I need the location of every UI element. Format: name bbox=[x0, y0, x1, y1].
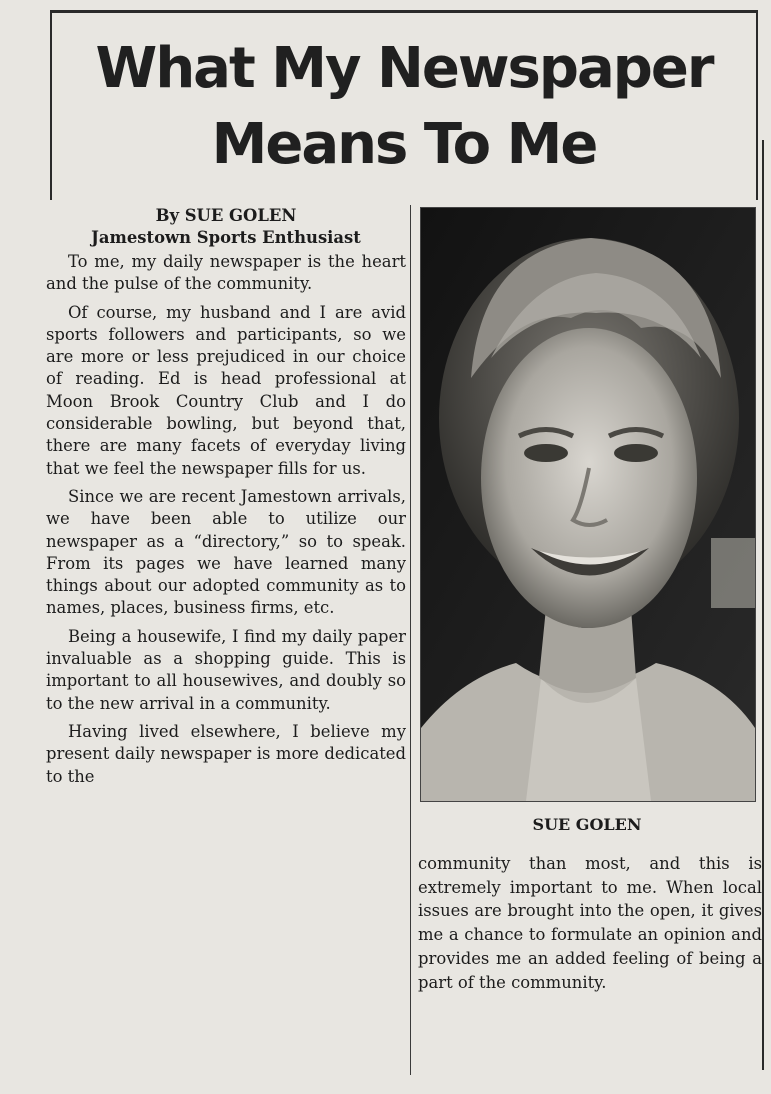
portrait-image bbox=[421, 208, 755, 801]
headline-line-2: Means To Me bbox=[211, 112, 597, 177]
headline-box bbox=[50, 10, 758, 200]
article-continuation: community than most, and this is extremely important to me. When local issues are brought into the open, it gives me a chance to formulate an opinion and provides me an added feeling of being a part of the community. bbox=[418, 854, 762, 992]
article-paragraph-4: Being a housewife, I find my daily paper invaluable as a shopping guide. This is important to all housewives, and doubly so to the new arrival in a community. bbox=[46, 626, 406, 713]
article-paragraph-1: To me, my daily newspaper is the heart and the pulse of the community. bbox=[46, 252, 406, 294]
author-portrait-photo bbox=[420, 207, 756, 802]
article-paragraph-2: Of course, my husband and I are avid sports followers and participants, so we are more or less prejudiced in our choice of reading. Ed is head professional at Moon Brook Country Club and I do considerable bowling, but beyond that, there are many facets of everyday living that we feel the newspaper fills for us. bbox=[46, 302, 406, 478]
headline bbox=[52, 31, 756, 183]
column-divider bbox=[410, 205, 411, 1075]
article-paragraph-5: Having lived elsewhere, I believe my present daily newspaper is more dedicated to the bbox=[46, 721, 406, 786]
article-paragraph-3: Since we are recent Jamestown arrivals, we have been able to utilize our newspaper as a “directory,” so to speak. From its pages we have learned many things about our adopted community as to names, places, business firms, etc. bbox=[46, 486, 406, 618]
photo-caption: SUE GOLEN bbox=[532, 815, 642, 834]
column-rule-right bbox=[762, 140, 764, 1070]
byline-author: By SUE GOLEN bbox=[155, 206, 297, 225]
byline-title: Jamestown Sports Enthusiast bbox=[91, 228, 361, 247]
headline-line-1: What My Newspaper bbox=[95, 36, 713, 101]
article-column-left bbox=[46, 205, 406, 794]
